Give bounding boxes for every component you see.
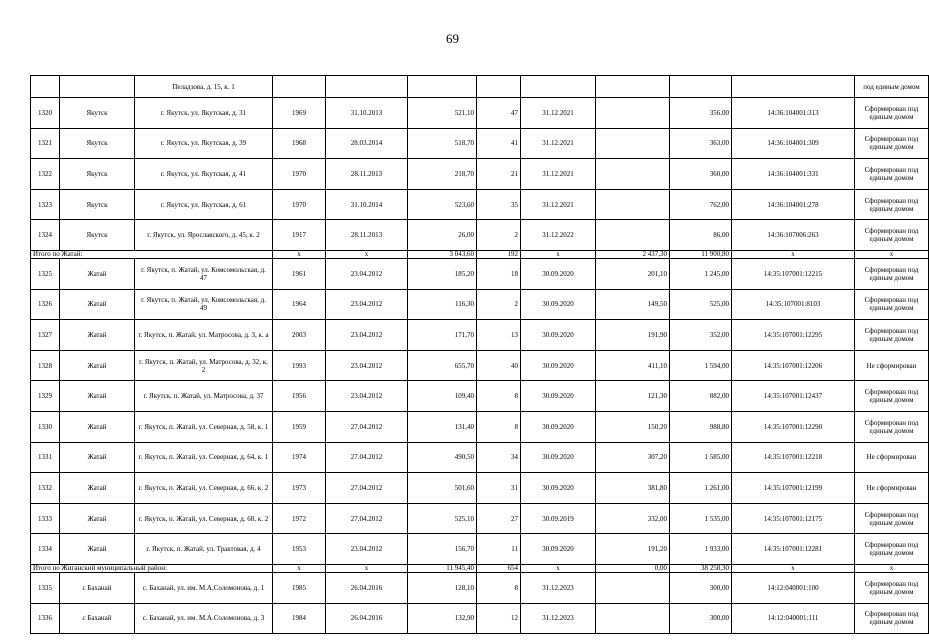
area-cell: 132,90 bbox=[408, 603, 477, 634]
area3-cell: 1 594,00 bbox=[670, 350, 732, 381]
locality-cell: Якутск bbox=[60, 159, 135, 190]
table-row bbox=[31, 76, 929, 98]
cadastral-cell: 14:35:107001:8103 bbox=[732, 289, 855, 320]
status-cell: Сформирован под единым домом bbox=[855, 411, 929, 442]
year-cell: 1985 bbox=[273, 572, 326, 603]
locality-cell: Жатай bbox=[60, 473, 135, 504]
area3-cell: 1 535,00 bbox=[670, 503, 732, 534]
total-status-cell: x bbox=[855, 564, 929, 572]
area-cell: 109,40 bbox=[408, 381, 477, 412]
residents-cell: 11 bbox=[477, 534, 521, 565]
cadastral-cell: 14:36:104001:309 bbox=[732, 128, 855, 159]
year-cell: 1956 bbox=[273, 381, 326, 412]
area2-cell bbox=[596, 128, 670, 159]
deadline-cell: 31.12.2021 bbox=[521, 159, 596, 190]
date-cell: 27.04.2012 bbox=[326, 442, 408, 473]
area-cell: 518,70 bbox=[408, 128, 477, 159]
address-cell: г. Якутск, ул. Якутская, д. 41 bbox=[135, 159, 273, 190]
date-cell: 23.04.2012 bbox=[326, 350, 408, 381]
area-cell: 490,50 bbox=[408, 442, 477, 473]
total-label: Итого по Жатай: bbox=[31, 250, 273, 258]
address-cell: с. Баханай, ул. им. М.А.Соломонова, д. 3 bbox=[135, 603, 273, 634]
year-cell: 1972 bbox=[273, 503, 326, 534]
status-cell: Не сформирован bbox=[855, 473, 929, 504]
deadline-cell: 31.12.2021 bbox=[521, 98, 596, 129]
total-deadline-cell: x bbox=[521, 564, 596, 572]
deadline-cell: 31.12.2021 bbox=[521, 189, 596, 220]
deadline-cell: 30.09.2020 bbox=[521, 473, 596, 504]
residents-cell: 35 bbox=[477, 189, 521, 220]
total-cadastral-cell: x bbox=[732, 564, 855, 572]
deadline-cell: 30.09.2020 bbox=[521, 350, 596, 381]
table-row bbox=[31, 220, 929, 251]
date-cell: 23.04.2012 bbox=[326, 534, 408, 565]
locality-cell: Жатай bbox=[60, 503, 135, 534]
address-cell: г. Якутск, п. Жатай, ул. Северная, д. 68, к. 2 bbox=[135, 503, 273, 534]
residents-cell: 13 bbox=[477, 320, 521, 351]
address-cell: г. Якутск, п. Жатай, ул. Северная, д. 66, к. 2 bbox=[135, 473, 273, 504]
row-number-cell: 1325 bbox=[31, 258, 60, 289]
address-cell: г. Якутск, п. Жатай, ул. Матросова, д. 3, к. а bbox=[135, 320, 273, 351]
table-row bbox=[31, 381, 929, 412]
cadastral-cell: 14:35:107001:12290 bbox=[732, 411, 855, 442]
area2-cell bbox=[596, 189, 670, 220]
residents-cell: 34 bbox=[477, 442, 521, 473]
deadline-cell: 30.09.2020 bbox=[521, 289, 596, 320]
locality-cell: Жатай bbox=[60, 320, 135, 351]
area2-cell: 191,90 bbox=[596, 320, 670, 351]
locality-cell: Жатай bbox=[60, 442, 135, 473]
area3-cell: 352,00 bbox=[670, 320, 732, 351]
date-cell: 26.04.2016 bbox=[326, 603, 408, 634]
date-cell: 23.04.2012 bbox=[326, 381, 408, 412]
year-cell: 1953 bbox=[273, 534, 326, 565]
area-cell: 156,70 bbox=[408, 534, 477, 565]
cadastral-cell: 14:35:107001:12215 bbox=[732, 258, 855, 289]
year-cell: 1973 bbox=[273, 473, 326, 504]
area2-cell bbox=[596, 159, 670, 190]
address-cell: г. Якутск, п. Жатай, ул. Комсомольская, д. 47 bbox=[135, 258, 273, 289]
total-row bbox=[31, 564, 929, 572]
area2-cell: 201,10 bbox=[596, 258, 670, 289]
status-cell: под единым домом bbox=[855, 76, 929, 98]
total-year-cell: x bbox=[273, 564, 326, 572]
area3-cell: 300,00 bbox=[670, 572, 732, 603]
status-cell: Сформирован под единым домом bbox=[855, 503, 929, 534]
area2-cell bbox=[596, 572, 670, 603]
row-number-cell: 1321 bbox=[31, 128, 60, 159]
year-cell: 1961 bbox=[273, 258, 326, 289]
status-cell: Сформирован под единым домом bbox=[855, 220, 929, 251]
residents-cell: 2 bbox=[477, 220, 521, 251]
total-area2-cell: 2 437,30 bbox=[596, 250, 670, 258]
deadline-cell: 30.09.2019 bbox=[521, 503, 596, 534]
total-deadline-cell: x bbox=[521, 250, 596, 258]
year-cell: 1984 bbox=[273, 603, 326, 634]
address-cell: г. Якутск, п. Жатай, ул. Северная, д. 58, к. 1 bbox=[135, 411, 273, 442]
residents-cell: 40 bbox=[477, 350, 521, 381]
area-cell: 26,00 bbox=[408, 220, 477, 251]
locality-cell: Жатай bbox=[60, 534, 135, 565]
cadastral-cell: 14:36:104001:278 bbox=[732, 189, 855, 220]
housing-registry-table bbox=[30, 75, 929, 634]
total-status-cell: x bbox=[855, 250, 929, 258]
year-cell: 2003 bbox=[273, 320, 326, 351]
row-number-cell: 1324 bbox=[31, 220, 60, 251]
cadastral-cell: 14:36:104001:331 bbox=[732, 159, 855, 190]
area-cell: 501,60 bbox=[408, 473, 477, 504]
locality-cell: Якутск bbox=[60, 189, 135, 220]
table-row bbox=[31, 258, 929, 289]
address-cell: Пеладзова, д. 15, к. 1 bbox=[135, 76, 273, 98]
cadastral-cell: 14:35:107001:12206 bbox=[732, 350, 855, 381]
area3-cell: 360,00 bbox=[670, 159, 732, 190]
year-cell: 1969 bbox=[273, 98, 326, 129]
table-row bbox=[31, 572, 929, 603]
residents-cell: 18 bbox=[477, 258, 521, 289]
area2-cell: 149,50 bbox=[596, 289, 670, 320]
area3-cell: 882,00 bbox=[670, 381, 732, 412]
date-cell: 28.11.2013 bbox=[326, 159, 408, 190]
locality-cell: Якутск bbox=[60, 98, 135, 129]
status-cell: Не сформирован bbox=[855, 350, 929, 381]
area-cell: 218,70 bbox=[408, 159, 477, 190]
residents-cell: 41 bbox=[477, 128, 521, 159]
area-cell: 116,30 bbox=[408, 289, 477, 320]
area3-cell: 1 585,00 bbox=[670, 442, 732, 473]
deadline-cell: 30.09.2020 bbox=[521, 411, 596, 442]
row-number-cell: 1323 bbox=[31, 189, 60, 220]
total-year-cell: x bbox=[273, 250, 326, 258]
residents-cell: 8 bbox=[477, 381, 521, 412]
locality-cell: Жатай bbox=[60, 350, 135, 381]
total-area3-cell: 11 900,80 bbox=[670, 250, 732, 258]
total-area-cell: 3 043,60 bbox=[408, 250, 477, 258]
residents-cell: 2 bbox=[477, 289, 521, 320]
total-label: Итого по Жиганский муниципальный район: bbox=[31, 564, 273, 572]
address-cell: г. Якутск, ул. Якутская, д. 61 bbox=[135, 189, 273, 220]
row-number-cell: 1334 bbox=[31, 534, 60, 565]
date-cell: 23.04.2012 bbox=[326, 320, 408, 351]
row-number-cell: 1335 bbox=[31, 572, 60, 603]
deadline-cell: 30.09.2020 bbox=[521, 442, 596, 473]
address-cell: г. Якутск, ул. Якутская, д. 39 bbox=[135, 128, 273, 159]
locality-cell: Жатай bbox=[60, 258, 135, 289]
locality-cell: с Баханай bbox=[60, 572, 135, 603]
row-number-cell: 1332 bbox=[31, 473, 60, 504]
total-area-cell: 11 945,40 bbox=[408, 564, 477, 572]
residents-cell: 27 bbox=[477, 503, 521, 534]
table-row bbox=[31, 442, 929, 473]
residents-cell: 47 bbox=[477, 98, 521, 129]
table-row bbox=[31, 603, 929, 634]
cadastral-cell: 14:12:040001:111 bbox=[732, 603, 855, 634]
cadastral-cell: 14:35:107001:12295 bbox=[732, 320, 855, 351]
area2-cell: 191,20 bbox=[596, 534, 670, 565]
area3-cell: 363,00 bbox=[670, 128, 732, 159]
year-cell: 1974 bbox=[273, 442, 326, 473]
status-cell: Сформирован под единым домом bbox=[855, 189, 929, 220]
row-number-cell: 1329 bbox=[31, 381, 60, 412]
cadastral-cell: 14:36:107006:263 bbox=[732, 220, 855, 251]
date-cell: 31.10.2013 bbox=[326, 98, 408, 129]
address-cell: г. Якутск, ул. Ярославского, д. 45, к. 2 bbox=[135, 220, 273, 251]
status-cell: Не сформирован bbox=[855, 442, 929, 473]
date-cell: 31.10.2014 bbox=[326, 189, 408, 220]
total-row bbox=[31, 250, 929, 258]
area-cell: 523,60 bbox=[408, 189, 477, 220]
row-number-cell: 1326 bbox=[31, 289, 60, 320]
status-cell: Сформирован под единым домом bbox=[855, 572, 929, 603]
locality-cell: с Баханай bbox=[60, 603, 135, 634]
address-cell: г. Якутск, п. Жатай, ул. Трактовая, д. 4 bbox=[135, 534, 273, 565]
row-number-cell: 1322 bbox=[31, 159, 60, 190]
row-number-cell: 1330 bbox=[31, 411, 60, 442]
area2-cell: 381,80 bbox=[596, 473, 670, 504]
area3-cell: 525,00 bbox=[670, 289, 732, 320]
address-cell: с. Баханай, ул. им. М.А.Соломонова, д. 1 bbox=[135, 572, 273, 603]
cadastral-cell: 14:35:107001:12199 bbox=[732, 473, 855, 504]
area-cell: 128,10 bbox=[408, 572, 477, 603]
cadastral-cell: 14:35:107001:12281 bbox=[732, 534, 855, 565]
area3-cell: 86,00 bbox=[670, 220, 732, 251]
status-cell: Сформирован под единым домом bbox=[855, 534, 929, 565]
area-cell: 131,40 bbox=[408, 411, 477, 442]
area2-cell bbox=[596, 220, 670, 251]
date-cell: 26.04.2016 bbox=[326, 572, 408, 603]
residents-cell: 8 bbox=[477, 572, 521, 603]
row-number-cell: 1336 bbox=[31, 603, 60, 634]
residents-cell: 12 bbox=[477, 603, 521, 634]
table-row bbox=[31, 289, 929, 320]
deadline-cell: 31.12.2021 bbox=[521, 128, 596, 159]
area-cell: 655,70 bbox=[408, 350, 477, 381]
year-cell: 1917 bbox=[273, 220, 326, 251]
area-cell: 185,20 bbox=[408, 258, 477, 289]
row-number-cell: 1320 bbox=[31, 98, 60, 129]
status-cell: Сформирован под единым домом bbox=[855, 98, 929, 129]
date-cell: 28.11.2013 bbox=[326, 220, 408, 251]
residents-cell: 8 bbox=[477, 411, 521, 442]
area2-cell: 150,20 bbox=[596, 411, 670, 442]
row-number-cell: 1331 bbox=[31, 442, 60, 473]
cadastral-cell: 14:36:104001:313 bbox=[732, 98, 855, 129]
residents-cell: 31 bbox=[477, 473, 521, 504]
area2-cell: 332,00 bbox=[596, 503, 670, 534]
total-area3-cell: 38 258,30 bbox=[670, 564, 732, 572]
address-cell: г. Якутск, п. Жатай, ул. Матросова, д. 37 bbox=[135, 381, 273, 412]
area2-cell: 307,20 bbox=[596, 442, 670, 473]
status-cell: Сформирован под единым домом bbox=[855, 159, 929, 190]
area-cell: 525,10 bbox=[408, 503, 477, 534]
locality-cell: Жатай bbox=[60, 411, 135, 442]
deadline-cell: 30.09.2020 bbox=[521, 381, 596, 412]
deadline-cell: 31.12.2023 bbox=[521, 572, 596, 603]
row-number-cell: 1333 bbox=[31, 503, 60, 534]
address-cell: г. Якутск, п. Жатай, ул. Комсомольская, д. 49 bbox=[135, 289, 273, 320]
area3-cell: 1 261,00 bbox=[670, 473, 732, 504]
deadline-cell: 30.09.2020 bbox=[521, 320, 596, 351]
date-cell: 23.04.2012 bbox=[326, 289, 408, 320]
date-cell: 27.04.2012 bbox=[326, 411, 408, 442]
total-date-cell: x bbox=[326, 564, 408, 572]
row-number-cell: 1327 bbox=[31, 320, 60, 351]
date-cell: 23.04.2012 bbox=[326, 258, 408, 289]
total-cadastral-cell: x bbox=[732, 250, 855, 258]
status-cell: Сформирован под единым домом bbox=[855, 258, 929, 289]
cadastral-cell: 14:12:040001:100 bbox=[732, 572, 855, 603]
locality-cell: Якутск bbox=[60, 220, 135, 251]
area3-cell: 356,00 bbox=[670, 98, 732, 129]
total-area2-cell: 0,00 bbox=[596, 564, 670, 572]
deadline-cell: 30.09.2020 bbox=[521, 258, 596, 289]
year-cell: 1968 bbox=[273, 128, 326, 159]
table-row bbox=[31, 350, 929, 381]
status-cell: Сформирован под единым домом bbox=[855, 603, 929, 634]
address-cell: г. Якутск, ул. Якутская, д. 31 bbox=[135, 98, 273, 129]
table-row bbox=[31, 534, 929, 565]
total-residents-cell: 654 bbox=[477, 564, 521, 572]
area2-cell: 411,10 bbox=[596, 350, 670, 381]
area3-cell: 988,80 bbox=[670, 411, 732, 442]
date-cell: 27.04.2012 bbox=[326, 503, 408, 534]
residents-cell: 21 bbox=[477, 159, 521, 190]
area3-cell: 762,00 bbox=[670, 189, 732, 220]
cadastral-cell: 14:35:107001:12218 bbox=[732, 442, 855, 473]
address-cell: г. Якутск, п. Жатай, ул. Северная, д. 64, к. 1 bbox=[135, 442, 273, 473]
year-cell: 1970 bbox=[273, 189, 326, 220]
area3-cell: 300,00 bbox=[670, 603, 732, 634]
table-row bbox=[31, 159, 929, 190]
table-row bbox=[31, 503, 929, 534]
area3-cell: 1 245,00 bbox=[670, 258, 732, 289]
area2-cell bbox=[596, 98, 670, 129]
address-cell: г. Якутск, п. Жатай, ул. Матросова, д. 32, к. 2 bbox=[135, 350, 273, 381]
page-number: 69 bbox=[446, 31, 459, 46]
date-cell: 28.03.2014 bbox=[326, 128, 408, 159]
date-cell: 27.04.2012 bbox=[326, 473, 408, 504]
year-cell: 1970 bbox=[273, 159, 326, 190]
area-cell: 171,70 bbox=[408, 320, 477, 351]
row-number-cell: 1328 bbox=[31, 350, 60, 381]
deadline-cell: 30.09.2020 bbox=[521, 534, 596, 565]
status-cell: Сформирован под единым домом bbox=[855, 381, 929, 412]
year-cell: 1959 bbox=[273, 411, 326, 442]
area2-cell bbox=[596, 603, 670, 634]
locality-cell: Якутск bbox=[60, 128, 135, 159]
table-row bbox=[31, 189, 929, 220]
table-row bbox=[31, 98, 929, 129]
year-cell: 1993 bbox=[273, 350, 326, 381]
locality-cell: Жатай bbox=[60, 381, 135, 412]
area3-cell: 1 933,00 bbox=[670, 534, 732, 565]
table-row bbox=[31, 320, 929, 351]
table-row bbox=[31, 473, 929, 504]
total-residents-cell: 192 bbox=[477, 250, 521, 258]
total-date-cell: x bbox=[326, 250, 408, 258]
area-cell: 521,10 bbox=[408, 98, 477, 129]
area2-cell: 121,30 bbox=[596, 381, 670, 412]
status-cell: Сформирован под единым домом bbox=[855, 320, 929, 351]
cadastral-cell: 14:35:107001:12437 bbox=[732, 381, 855, 412]
cadastral-cell: 14:35:107001:12175 bbox=[732, 503, 855, 534]
status-cell: Сформирован под единым домом bbox=[855, 289, 929, 320]
table-row bbox=[31, 411, 929, 442]
year-cell: 1964 bbox=[273, 289, 326, 320]
deadline-cell: 31.12.2022 bbox=[521, 220, 596, 251]
status-cell: Сформирован под единым домом bbox=[855, 128, 929, 159]
table-row bbox=[31, 128, 929, 159]
deadline-cell: 31.12.2023 bbox=[521, 603, 596, 634]
locality-cell: Жатай bbox=[60, 289, 135, 320]
